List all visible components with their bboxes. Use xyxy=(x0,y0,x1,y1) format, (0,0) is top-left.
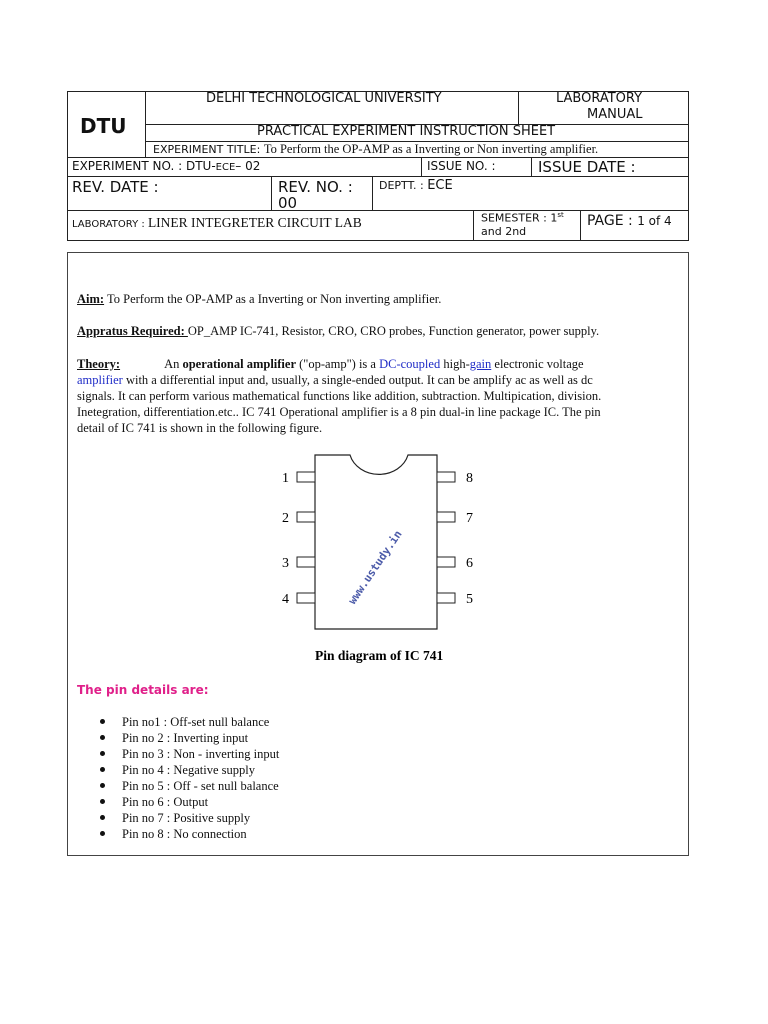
list-item xyxy=(100,762,279,778)
experiment-no-ece: ECE xyxy=(215,162,236,173)
pin-number-6: 6 xyxy=(466,556,473,571)
logo: DTU xyxy=(80,114,127,138)
divider xyxy=(531,157,532,177)
list-item-text: Pin no 3 : Non - inverting input xyxy=(122,747,280,761)
ic-body xyxy=(315,455,437,629)
watermark: www.ustudy.in xyxy=(345,528,405,607)
aim xyxy=(77,292,441,308)
pin-number-8: 8 xyxy=(466,471,473,486)
rev-no-label: REV. NO. : xyxy=(278,178,353,196)
list-item-text: Pin no 6 : Output xyxy=(122,795,209,809)
rev-no-value: 00 xyxy=(278,194,298,212)
aim-label: Aim: xyxy=(77,292,105,306)
issue-date: ISSUE DATE : xyxy=(538,158,636,176)
pin-number-1: 1 xyxy=(282,471,289,486)
semester-line-2: and 2nd xyxy=(481,225,527,238)
pin-7 xyxy=(437,512,455,522)
pin-number-7: 7 xyxy=(466,511,473,526)
semester-sup: st xyxy=(557,211,564,219)
theory-line-1 xyxy=(77,357,584,373)
experiment-no-label: EXPERIMENT NO. : DTU- xyxy=(72,159,216,173)
pin-6 xyxy=(437,557,455,567)
manual-line-1: LABORATORY xyxy=(556,91,643,106)
list-item xyxy=(100,810,279,826)
divider xyxy=(421,157,422,177)
pin-8 xyxy=(437,472,455,482)
divider xyxy=(518,91,519,125)
pin-2 xyxy=(297,512,315,522)
theory-text: An xyxy=(164,357,183,371)
list-item-text: Pin no 5 : Off - set null balance xyxy=(122,779,279,793)
laboratory-value: LINER INTEGRETER CIRCUIT LAB xyxy=(147,215,362,230)
issue-number: ISSUE NO. : xyxy=(427,159,496,173)
pin-1 xyxy=(297,472,315,482)
list-item-text: Pin no 4 : Negative supply xyxy=(122,763,255,777)
figure-caption: Pin diagram of IC 741 xyxy=(315,648,444,663)
pin-4 xyxy=(297,593,315,603)
aim-text: To Perform the OP-AMP as a Inverting or Non inverting amplifier. xyxy=(104,292,442,306)
experiment-title-label: EXPERIMENT TITLE: xyxy=(153,143,264,156)
list-item-text: Pin no1 : Off-set null balance xyxy=(122,715,270,729)
theory-line-5: detail of IC 741 is shown in the following figure. xyxy=(77,421,323,435)
theory-bold-term: operational amplifier xyxy=(182,357,296,371)
manual-line-2: MANUAL xyxy=(587,107,643,122)
pin-details-heading: The pin details are: xyxy=(77,683,209,697)
page-value: 1 of 4 xyxy=(637,214,672,228)
list-item-text: Pin no 2 : Inverting input xyxy=(122,731,249,745)
page-number xyxy=(587,213,672,229)
list-item xyxy=(100,794,279,810)
theory-line-2 xyxy=(77,373,593,389)
pin-details-list xyxy=(100,714,279,842)
list-item-text: Pin no 7 : Positive supply xyxy=(122,811,251,825)
link-gain[interactable]: gain xyxy=(469,357,492,371)
experiment-title xyxy=(153,142,598,157)
sheet-title: PRACTICAL EXPERIMENT INSTRUCTION SHEET xyxy=(257,124,556,139)
list-item xyxy=(100,746,279,762)
pin-5 xyxy=(437,593,455,603)
divider xyxy=(473,210,474,241)
page-label: PAGE : xyxy=(587,213,638,229)
theory-text: ("op-amp") is a xyxy=(296,357,380,371)
theory-text: high- xyxy=(440,357,470,371)
divider xyxy=(372,176,373,211)
list-item xyxy=(100,826,279,842)
university-name: DELHI TECHNOLOGICAL UNIVERSITY xyxy=(206,91,442,106)
divider xyxy=(67,210,689,211)
link-amplifier[interactable]: amplifier xyxy=(77,373,123,387)
pin-number-3: 3 xyxy=(282,556,289,571)
laboratory-label: LABORATORY : xyxy=(72,219,148,230)
divider xyxy=(580,210,581,241)
experiment-number xyxy=(72,159,260,173)
theory-line-4: Inetegration, differentiation.etc.. IC 741 Operational amplifier is a 8 pin dual-in line package IC. The pin xyxy=(77,405,601,419)
theory-label: Theory: xyxy=(77,357,121,371)
laboratory xyxy=(72,215,362,231)
divider xyxy=(145,91,146,158)
experiment-title-value: To Perform the OP-AMP as a Inverting or Non inverting amplifier. xyxy=(263,142,599,156)
theory-text: with a differential input and, usually, a single-ended output. It can be amplify ac as well as dc xyxy=(122,373,593,387)
apparatus-label: Appratus Required: xyxy=(77,324,188,338)
pin-number-4: 4 xyxy=(282,592,289,607)
list-item xyxy=(100,730,279,746)
pin-number-5: 5 xyxy=(466,592,473,607)
list-item xyxy=(100,714,279,730)
apparatus-text: OP_AMP IC-741, Resistor, CRO, CRO probes, Function generator, power supply. xyxy=(187,324,600,338)
list-item xyxy=(100,778,279,794)
semester-label: SEMESTER : 1 xyxy=(481,211,558,225)
pin-number-2: 2 xyxy=(282,511,289,526)
theory-line-3: signals. It can perform various mathematical functions like addition, subtraction. Multipication, division. xyxy=(77,389,602,403)
pin-3 xyxy=(297,557,315,567)
ic741-pin-diagram xyxy=(270,445,490,675)
deptt-label: DEPTT. : xyxy=(379,179,428,192)
experiment-no-num: – 02 xyxy=(235,159,261,173)
semester-line-1 xyxy=(481,211,564,225)
divider xyxy=(271,176,272,211)
rev-date: REV. DATE : xyxy=(72,178,159,196)
divider xyxy=(67,176,689,177)
theory-text: electronic voltage xyxy=(491,357,584,371)
link-dc-coupled[interactable]: DC-coupled xyxy=(379,357,441,371)
deptt-value: ECE xyxy=(427,178,453,193)
apparatus xyxy=(77,324,599,340)
list-item-text: Pin no 8 : No connection xyxy=(122,827,247,841)
department xyxy=(379,178,453,193)
